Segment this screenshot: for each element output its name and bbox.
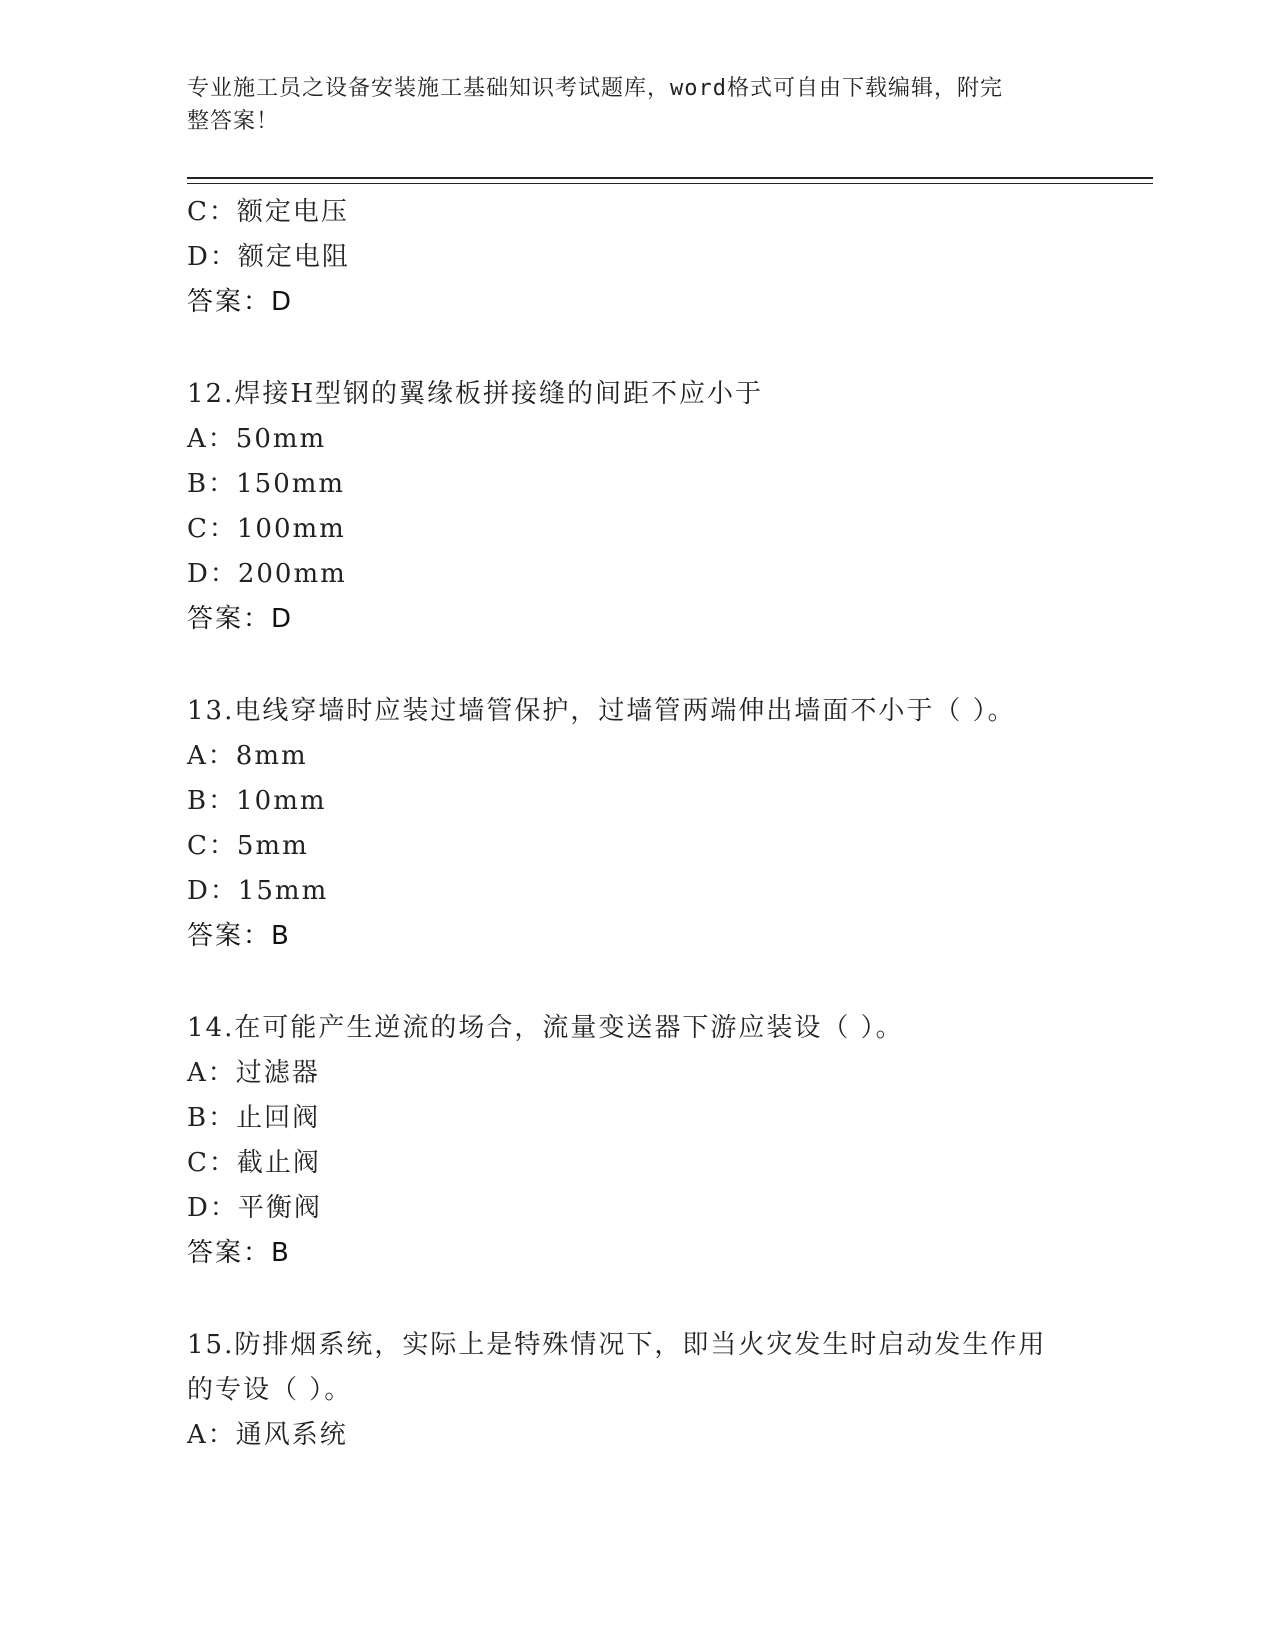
option-c: C：截止阀	[187, 1148, 321, 1178]
option-c: C：额定电压	[187, 197, 349, 227]
spacer	[187, 642, 1087, 689]
answer-line: 答案：B	[187, 1238, 291, 1268]
document-header	[187, 72, 1067, 138]
question-14	[187, 1006, 1087, 1276]
option-a: A：50mm	[187, 424, 327, 454]
option-b: B：150mm	[187, 469, 346, 499]
answer-line: 答案：D	[187, 287, 294, 317]
option-d: D：15mm	[187, 876, 329, 906]
header-rule-thick	[187, 177, 1153, 179]
answer-line: 答案：D	[187, 604, 294, 634]
spacer	[187, 1276, 1087, 1323]
option-b: B：10mm	[187, 786, 327, 816]
option-d: D：额定电阻	[187, 242, 350, 272]
previous-question-tail	[187, 190, 1087, 325]
question-title: 13.电线穿墙时应装过墙管保护，过墙管两端伸出墙面不小于（ ）。	[187, 696, 1016, 726]
option-b: B：止回阀	[187, 1103, 321, 1133]
question-12	[187, 372, 1087, 642]
header-rule-thin	[187, 183, 1153, 184]
option-c: C：100mm	[187, 514, 346, 544]
option-c: C：5mm	[187, 831, 309, 861]
question-title: 15.防排烟系统，实际上是特殊情况下，即当火灾发生时启动发生作用的专设（ ）。	[187, 1330, 1047, 1405]
spacer	[187, 959, 1087, 1006]
header-title-line-2: 整答案！	[187, 109, 280, 134]
option-a: A：8mm	[187, 741, 308, 771]
question-15	[187, 1323, 1087, 1458]
option-d: D：平衡阀	[187, 1193, 322, 1223]
question-title: 12.焊接H型钢的翼缘板拼接缝的间距不应小于	[187, 379, 764, 409]
question-list	[187, 190, 1087, 1458]
answer-line: 答案：B	[187, 921, 291, 951]
option-d: D：200mm	[187, 559, 347, 589]
spacer	[187, 325, 1087, 372]
option-a: A：通风系统	[187, 1420, 348, 1450]
header-title-line-1: 专业施工员之设备安装施工基础知识考试题库，word格式可自由下载编辑，附完	[187, 76, 1003, 101]
question-13	[187, 689, 1087, 959]
option-a: A：过滤器	[187, 1058, 320, 1088]
question-title: 14.在可能产生逆流的场合，流量变送器下游应装设（ ）。	[187, 1013, 904, 1043]
